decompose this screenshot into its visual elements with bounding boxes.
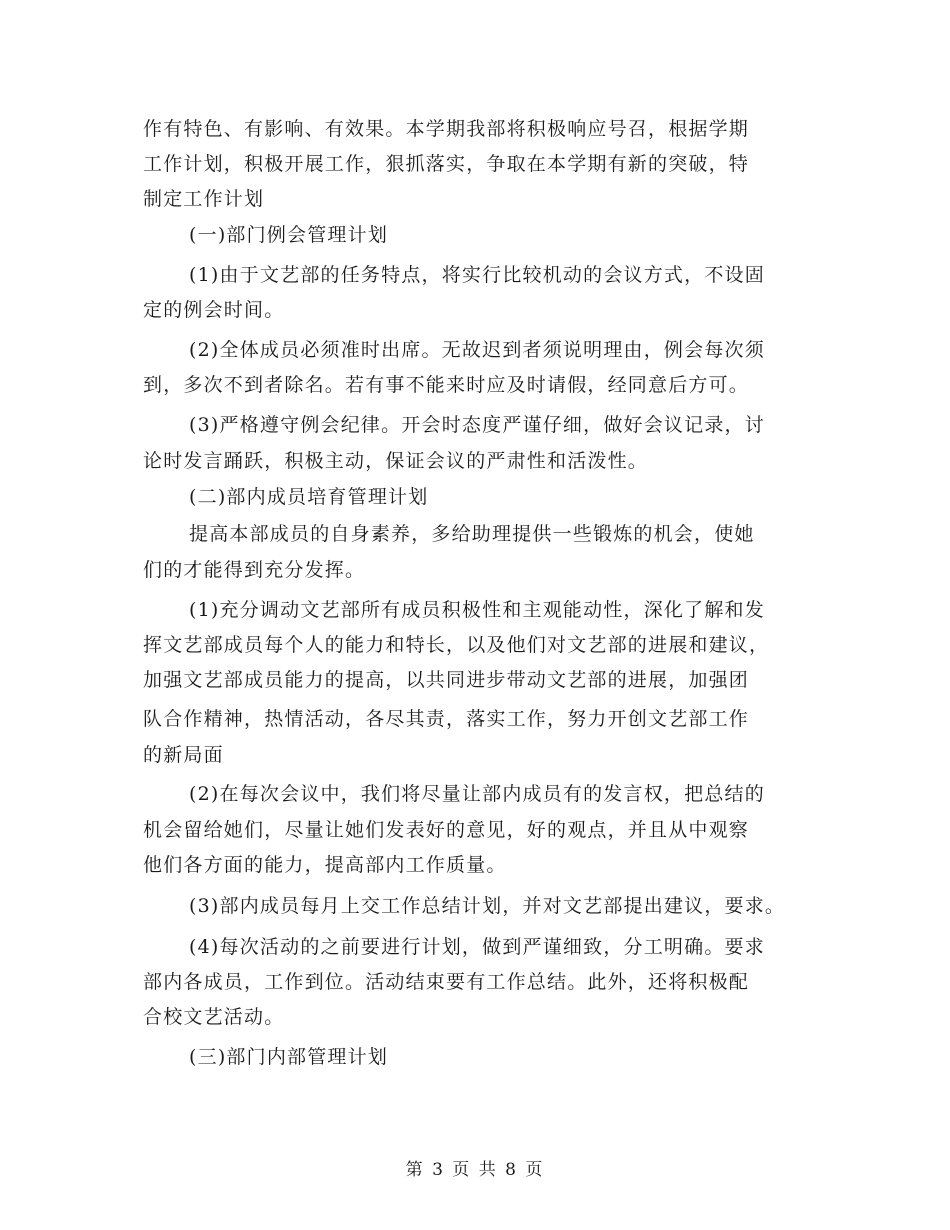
text-line: (4)每次活动的之前要进行计划，做到严谨细致，分工明确。要求 [189,936,765,958]
section-heading: (一)部门例会管理计划 [189,224,389,246]
page-number: 第 3 页 共 8 页 [405,1160,545,1180]
text-line: 定的例会时间。 [143,299,285,321]
text-line: 工作计划，积极开展工作，狠抓落实，争取在本学期有新的突破，特 [143,153,750,175]
text-line: 的新局面 [143,744,224,766]
text-line: 加强文艺部成员能力的提高，以共同进步带动文艺部的进展，加强团 [143,669,750,691]
text-line: 论时发言踊跃，积极主动，保证会议的严肃性和活泼性。 [143,450,649,472]
section-heading: (三)部门内部管理计划 [189,1046,389,1068]
text-line: 们的才能得到充分发挥。 [143,559,366,581]
text-line: (2)在每次会议中，我们将尽量让部内成员有的发言权，把总结的 [189,783,765,805]
text-line: 提高本部成员的自身素养，多给助理提供一些锻炼的机会，使她 [189,523,755,545]
text-line: (1)由于文艺部的任务特点，将实行比较机动的会议方式，不设固 [189,264,765,286]
text-line: (2)全体成员必须准时出席。无故迟到者须说明理由，例会每次须 [189,339,765,361]
text-line: (3)严格遵守例会纪律。开会时态度严谨仔细，做好会议记录，讨 [189,414,765,436]
section-heading: (二)部内成员培育管理计划 [189,486,429,508]
text-line: (3)部内成员每月上交工作总结计划，并对文艺部提出建议，要求。 [189,895,786,917]
text-line: (1)充分调动文艺部所有成员积极性和主观能动性，深化了解和发 [189,599,765,621]
text-line: 机会留给她们，尽量让她们发表好的意见，好的观点，并且从中观察 [143,819,750,841]
text-line: 合校文艺活动。 [143,1006,285,1028]
text-line: 队合作精神，热情活动，各尽其责，落实工作，努力开创文艺部工作 [143,708,750,730]
text-line: 到，多次不到者除名。若有事不能来时应及时请假，经同意后方可。 [143,374,750,396]
text-line: 挥文艺部成员每个人的能力和特长，以及他们对文艺部的进展和建议， [143,634,770,656]
text-line: 他们各方面的能力，提高部内工作质量。 [143,854,507,876]
text-line: 作有特色、有影响、有效果。本学期我部将积极响应号召，根据学期 [143,118,750,140]
text-line: 制定工作计划 [143,188,265,210]
text-line: 部内各成员，工作到位。活动结束要有工作总结。此外，还将积极配 [143,971,750,993]
